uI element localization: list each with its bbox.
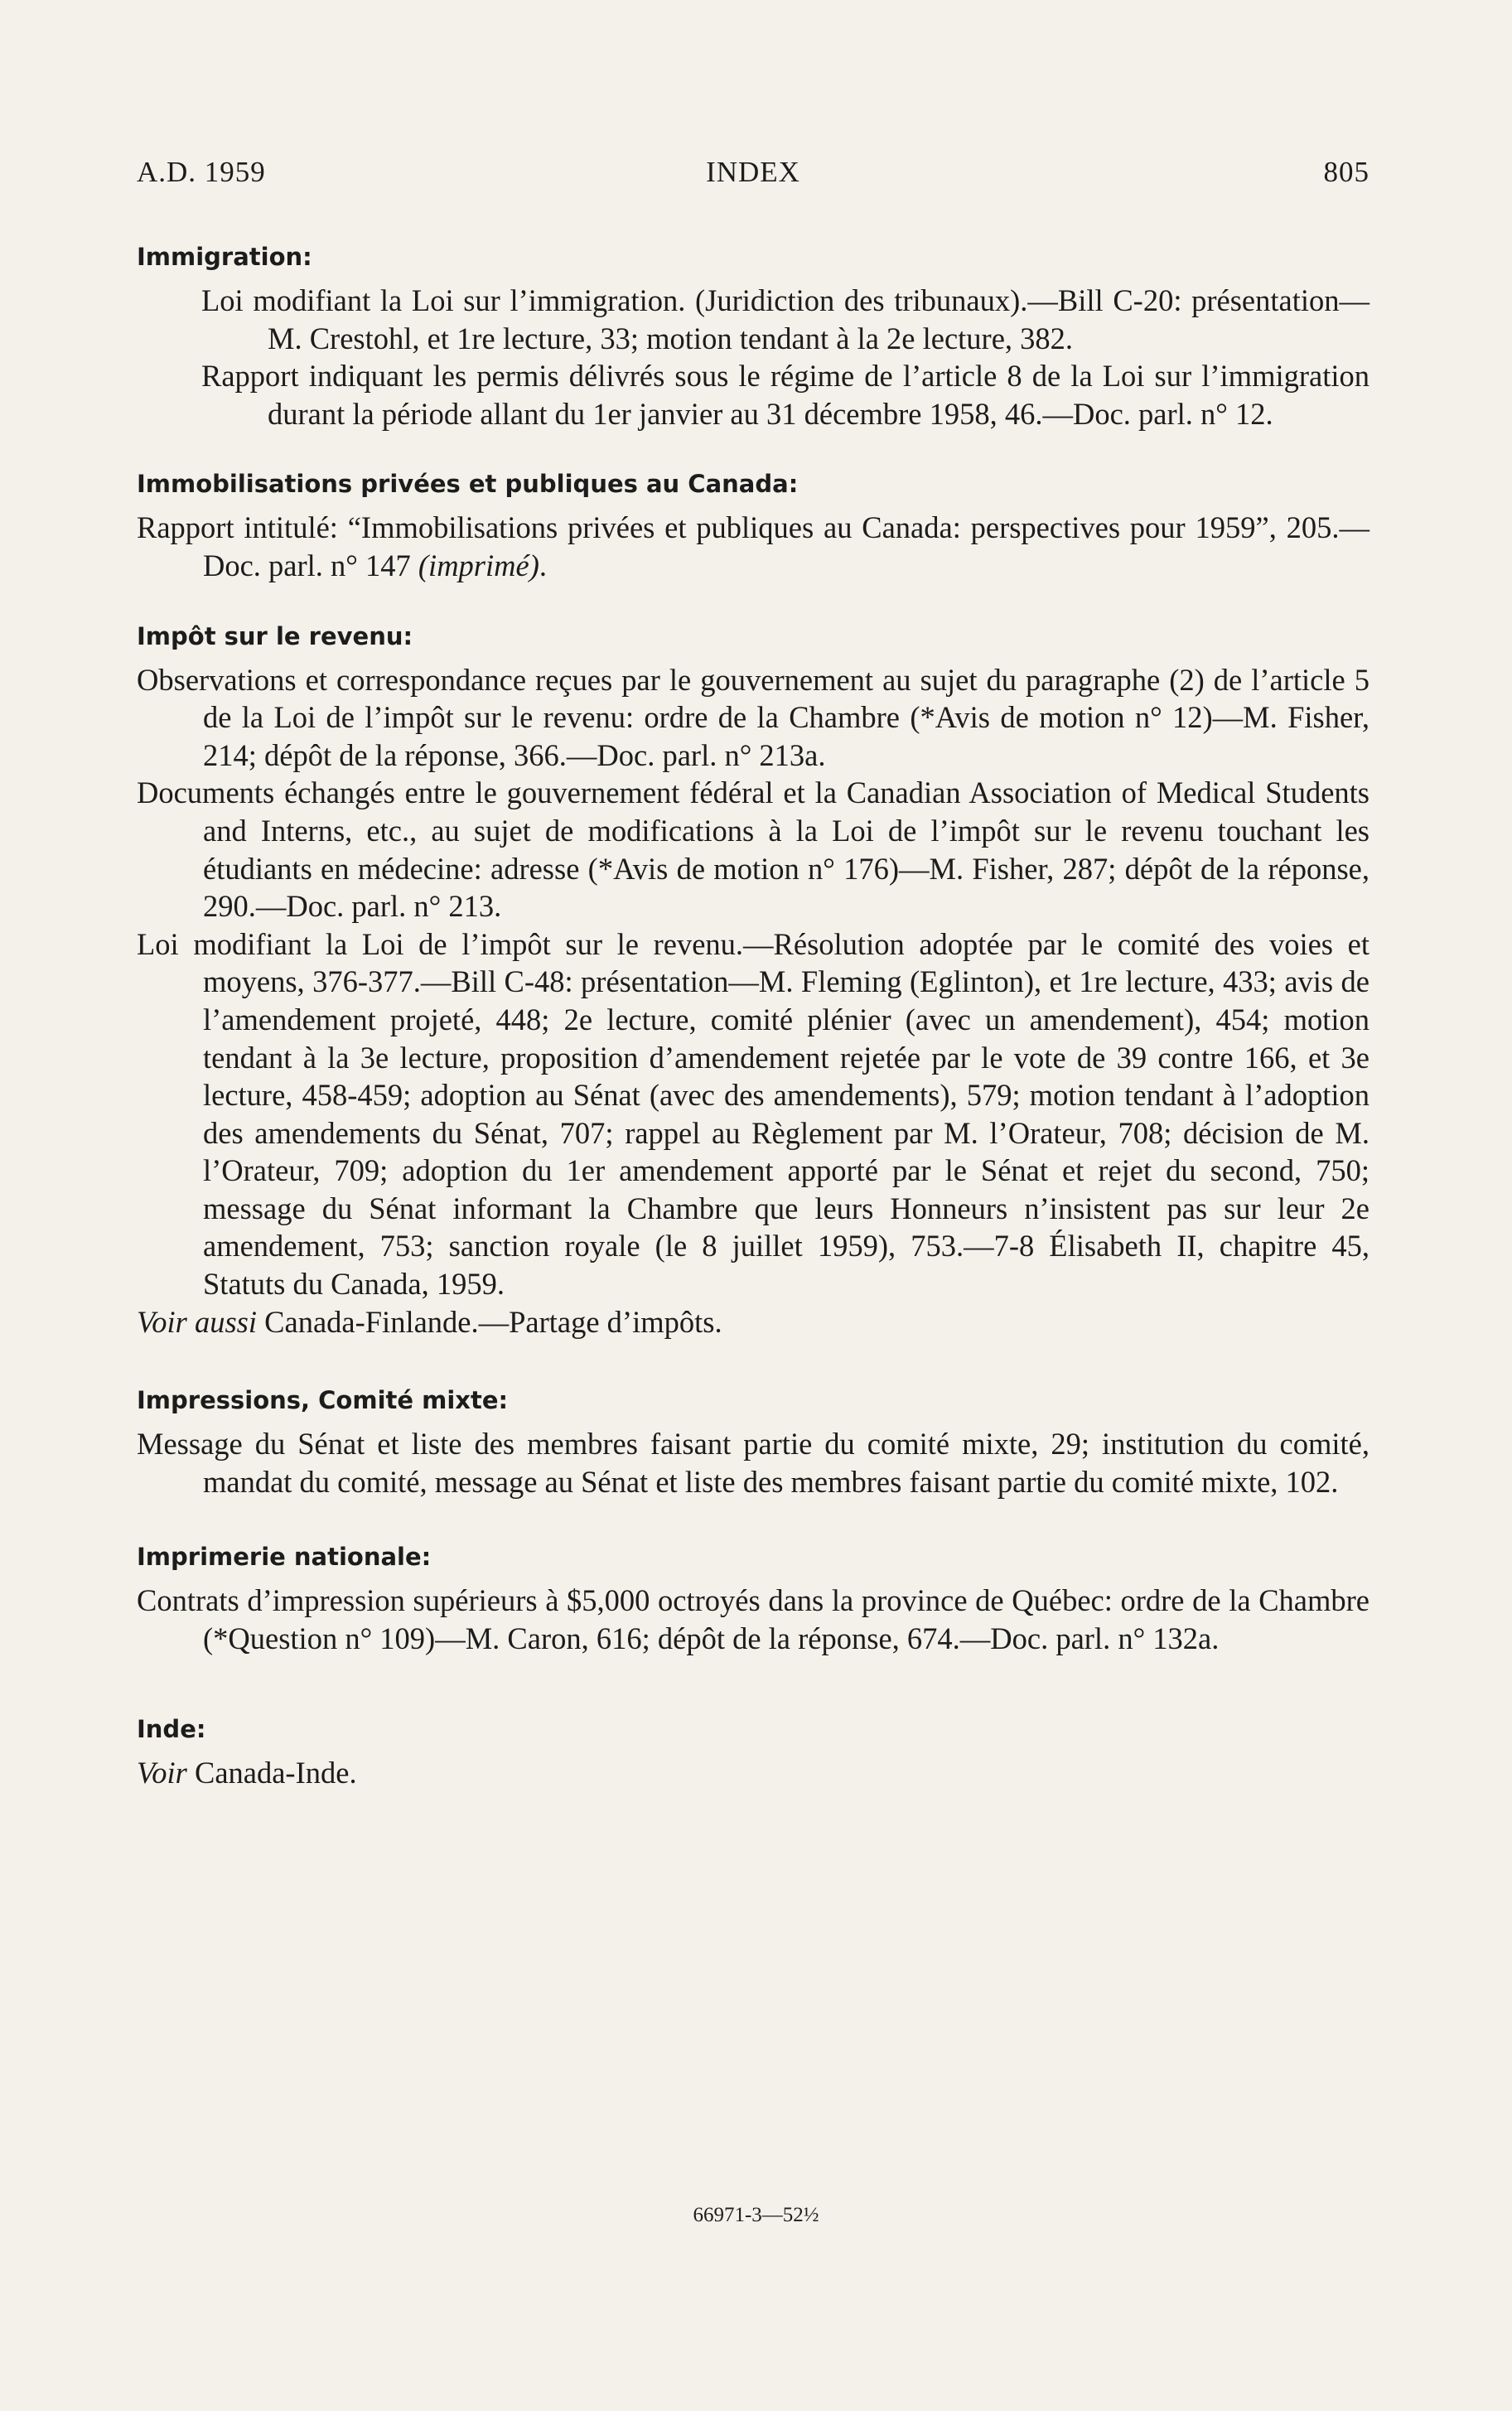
index-entry: Loi modifiant la Loi de l’impôt sur le revenu.—Résolution adoptée par le comité des voies et moyens, 376-377.—Bill C-48: présentation—M. Fleming (Eglinton), et 1re lecture, 433; avis de l’amendement projeté, 448; 2e lecture, comité plénier (avec un amendement), 454; motion tendant à la 3e lecture, proposition d’amendement rejetée par le vote de 39 contre 166, et 3e lecture, 458-459; adoption au Sénat (avec des amendements), 579; motion tendant à l’adoption des amendements du Sénat, 707; rappel au Règlement par M. l’Orateur, 708; décision de M. l’Orateur, 709; adoption du 1er amendement apporté par le Sénat et rejet du second, 750; message du Sénat informant la Chambre que leurs Honneurs n’insistent pas sur leur 2e amendement, 753; sanction royale (le 8 juillet 1959), 753.—7-8 Élisabeth II, chapitre 45, Statuts du Canada, 1959. [137,926,1369,1302]
section-immigration [137,240,1369,432]
index-entry: Observations et correspondance reçues par le gouvernement au sujet du paragraphe (2) de l’article 5 de la Loi de l’impôt sur le revenu: ordre de la Chambre (*Avis de motion n° 12)—M. Fisher, 214; dépôt de la réponse, 366.—Doc. parl. n° 213a. [137,662,1369,772]
entry-end: . [539,548,547,582]
section-impot [137,620,1369,1341]
index-entry: Message du Sénat et liste des membres faisant partie du comité mixte, 29; institution du comité, mandat du comité, message au Sénat et liste des membres faisant partie du comité mixte, 102. [137,1427,1369,1499]
page-number: 805 [1323,156,1369,188]
see-also-target: Canada-Finlande.—Partage d’impôts. [257,1304,722,1339]
section-impressions [137,1384,1369,1500]
index-entry [137,509,1369,584]
section-imprimerie [137,1540,1369,1657]
entry-text: Rapport intitulé: “Immobilisations privées et publiques au Canada: perspectives pour 1959”, 205.—Doc. parl. n° 147 [137,510,1369,582]
see-also-label: Voir aussi [137,1304,258,1339]
running-head [137,156,1369,196]
index-entry [137,1754,1369,1792]
section-inde [137,1713,1369,1792]
index-entry: Loi modifiant la Loi sur l’immigration. (Juridiction des tribunaux).—Bill C-20: présentation—M. Crestohl, et 1re lecture, 33; motion tendant à la 2e lecture, 382. [201,283,1369,355]
index-entry [137,1303,1369,1341]
index-content [137,240,1369,1791]
see-label: Voir [137,1755,187,1790]
header-year: A.D. 1959 [137,156,266,188]
entry-italic: (imprimé) [418,548,539,582]
section-heading: Impôt sur le revenu: [137,621,413,650]
section-immobilisations [137,467,1369,584]
section-heading: Immobilisations privées et publiques au Canada: [137,470,799,499]
header-title: INDEX [706,156,800,188]
section-heading: Imprimerie nationale: [137,1543,432,1572]
section-heading: Immigration: [137,243,312,271]
index-entry: Rapport indiquant les permis délivrés sous le régime de l’article 8 de la Loi sur l’immigration durant la période allant du 1er janvier au 31 décembre 1958, 46.—Doc. parl. n° 12. [201,359,1369,431]
see-target: Canada-Inde. [186,1755,357,1790]
index-entry: Contrats d’impression supérieurs à $5,000 octroyés dans la province de Québec: ordre de la Chambre (*Question n° 109)—M. Caron, 616; dépôt de la réponse, 674.—Doc. parl. n° 132a. [137,1583,1369,1656]
section-heading: Impressions, Comité mixte: [137,1386,509,1415]
printer-signature: 66971-3—52½ [693,2204,819,2226]
section-heading: Inde: [137,1714,206,1743]
index-entry: Documents échangés entre le gouvernement fédéral et la Canadian Association of Medical Students and Interns, etc., au sujet de modifications à la Loi de l’impôt sur le revenu touchant les étudiants en médecine: adresse (*Avis de motion n° 176)—M. Fisher, 287; dépôt de la réponse, 290.—Doc. parl. n° 213. [137,775,1369,924]
